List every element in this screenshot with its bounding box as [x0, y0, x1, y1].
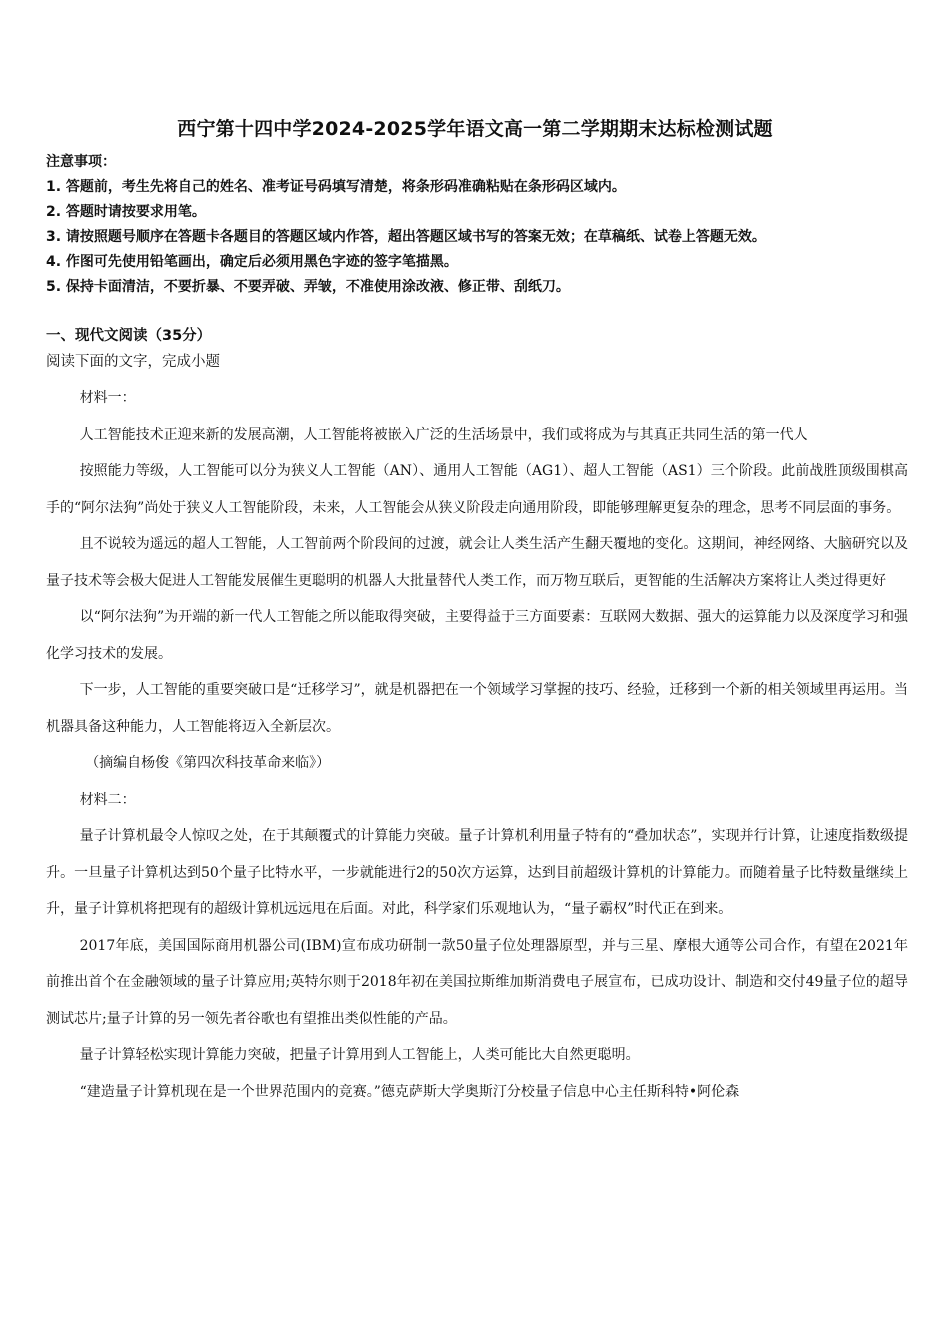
- source-citation: （摘编自杨俊《第四次科技革命来临》）: [85, 755, 331, 771]
- notice-heading: 注意事项：: [46, 154, 116, 170]
- paragraph: 2017年底，美国国际商用机器公司(IBM)宣布成功研制一款50量子位处理器原型，并与三星、摩根大通等公司合作，有望在2021年前推出首个在金融领域的量子计算应用;英特尔则于2018年初在美国拉斯维加斯消费电子展宣布，已成功设计、制造和交付49量子位的超导测试芯片;量子计算的另一领先者谷歌也有望推出类似性能的产品。: [46, 937, 908, 1027]
- paragraph: 量子计算轻松实现计算能力突破，把量子计算用到人工智能上，人类可能比大自然更聪明。: [79, 1047, 640, 1063]
- reading-passage: [46, 380, 908, 1110]
- reading-instruction: 阅读下面的文字，完成小题: [46, 354, 220, 370]
- material-label: 材料一：: [79, 390, 136, 406]
- paragraph: 人工智能技术正迎来新的发展高潮，人工智能将被嵌入广泛的生活场景中，我们或将成为与其真正共同生活的第一代人: [79, 426, 808, 443]
- paragraph: 量子计算机最令人惊叹之处，在于其颠覆式的计算能力突破。量子计算机利用量子特有的“叠加状态”，实现并行计算，让速度指数级提升。一旦量子计算机达到50个量子比特水平，一步就能进行2的50次方运算，达到目前超级计算机的计算能力。而随着量子比特数量继续上升，量子计算机将把现有的超级计算机远远甩在后面。对此，科学家们乐观地认为，“量子霸权”时代正在到来。: [46, 828, 908, 917]
- exam-title: 西宁第十四中学2024-2025学年语文高一第二学期期末达标检测试题: [177, 118, 773, 140]
- notice-item: 2. 答题时请按要求用笔。: [46, 204, 206, 220]
- section-heading: 一、现代文阅读（35分）: [46, 328, 212, 344]
- paragraph: 下一步，人工智能的重要突破口是“迁移学习”，就是机器把在一个领域学习掌握的技巧、经验，迁移到一个新的相关领域里再运用。当机器具备这种能力，人工智能将迈入全新层次。: [46, 682, 908, 735]
- notice-item: 3. 请按照题号顺序在答题卡各题目的答题区域内作答，超出答题区域书写的答案无效；在草稿纸、试卷上答题无效。: [46, 229, 766, 245]
- paragraph: 且不说较为遥远的超人工智能，人工智前两个阶段间的过渡，就会让人类生活产生翻天覆地的变化。这期间，神经网络、大脑研究以及量子技术等会极大促进人工智能发展催生更聪明的机器人大批量替代人类工作，而万物互联后，更智能的生活解决方案将让人类过得更好: [46, 536, 908, 589]
- material-label: 材料二：: [79, 791, 136, 808]
- paragraph: “建造量子计算机现在是一个世界范围内的竞赛。”德克萨斯大学奥斯汀分校量子信息中心主任斯科特•阿伦森: [79, 1083, 740, 1100]
- paragraph: 按照能力等级，人工智能可以分为狭义人工智能（AN）、通用人工智能（AG1）、超人工智能（AS1）三个阶段。此前战胜顶级围棋高手的“阿尔法狗”尚处于狭义人工智能阶段，未来，人工智能会从狭义阶段走向通用阶段，即能够理解更复杂的理念，思考不同层面的事务。: [46, 463, 908, 516]
- notice-item: 5. 保持卡面清洁，不要折暴、不要弄破、弄皱，不准使用涂改液、修正带、刮纸刀。: [46, 279, 570, 295]
- paragraph: 以“阿尔法狗”为开端的新一代人工智能之所以能取得突破，主要得益于三方面要素：互联网大数据、强大的运算能力以及深度学习和强化学习技术的发展。: [46, 609, 908, 662]
- notice-item: 4. 作图可先使用铅笔画出，确定后必须用黑色字迹的签字笔描黑。: [46, 254, 458, 270]
- notice-item: 1. 答题前，考生先将自己的姓名、准考证号码填写清楚，将条形码准确粘贴在条形码区域内。: [46, 179, 626, 195]
- notice-block: [46, 150, 916, 300]
